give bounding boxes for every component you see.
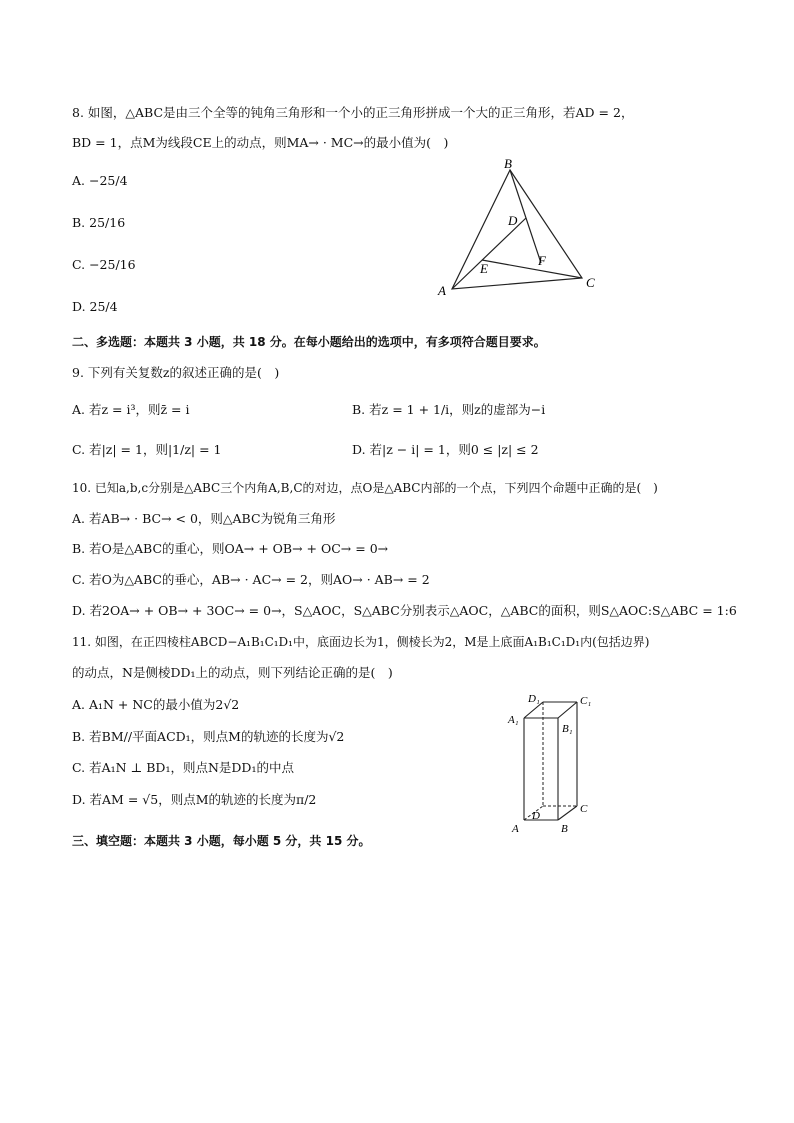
q10-stem: 10. 已知a,b,c分别是△ABC三个内角A,B,C的对边，点O是△ABC内部的一个点，下列四个命题中正确的是( ) — [72, 481, 658, 495]
q11-option-b: B. 若BM//平面ACD₁，则点M的轨迹的长度为√2 — [72, 729, 345, 744]
q11-option-a: A. A₁N + NC的最小值为2√2 — [72, 697, 240, 712]
q10-option-c: C. 若O为△ABC的垂心，AB→ · AC→ = 2，则AO→ · AB→ = 2 — [72, 572, 430, 587]
q11-stem-line2: 的动点，N是侧棱DD₁上的动点，则下列结论正确的是( ) — [72, 665, 393, 680]
label-C1: C₁ — [580, 695, 592, 707]
label-D1: D₁ — [528, 693, 540, 705]
q8-stem-line1: 8. 如图，△ABC是由三个全等的钝角三角形和一个小的正三角形拼成一个大的正三角形，若AD = 2， — [72, 105, 634, 120]
q11-option-d: D. 若AM = √5，则点M的轨迹的长度为π/2 — [72, 792, 317, 807]
q8-option-a: A. −25/4 — [72, 173, 128, 188]
label-A: A — [438, 283, 446, 298]
label-F: F — [538, 253, 546, 268]
label-D: D — [532, 810, 540, 822]
segment-CE — [482, 260, 582, 278]
label-B1: B₁ — [562, 723, 573, 735]
q8-option-b: B. 25/16 — [72, 215, 126, 230]
q10-option-b: B. 若O是△ABC的重心，则OA→ + OB→ + OC→ = 0→ — [72, 541, 389, 556]
label-A1: A₁ — [508, 714, 519, 726]
q8-option-d: D. 25/4 — [72, 299, 118, 314]
q9-option-d: D. 若|z − i| = 1，则0 ≤ |z| ≤ 2 — [352, 442, 539, 457]
q10-option-d: D. 若2OA→ + OB→ + 3OC→ = 0→，S△AOC，S△ABC分别表示△AOC，△ABC的面积，则S△AOC:S△ABC = 1:6 — [72, 603, 737, 618]
label-E: E — [480, 261, 488, 276]
label-C: C — [580, 803, 588, 815]
segment-AD — [452, 218, 526, 289]
label-D: D — [508, 213, 518, 228]
q11-option-c: C. 若A₁N ⊥ BD₁，则点N是DD₁的中点 — [72, 760, 294, 775]
q10-option-a: A. 若AB→ · BC→ < 0，则△ABC为锐角三角形 — [72, 511, 336, 526]
q9-option-b: B. 若z = 1 + 1/i，则z的虚部为−i — [352, 402, 546, 417]
label-C: C — [586, 275, 595, 290]
q8-stem-line2: BD = 1，点M为线段CE上的动点，则MA→ · MC→的最小值为( ) — [72, 135, 449, 150]
q9-option-c: C. 若|z| = 1，则|1/z| = 1 — [72, 442, 222, 457]
label-B: B — [561, 823, 568, 835]
label-A: A — [512, 823, 519, 835]
section-2-heading: 二、多选题：本题共 3 小题，共 18 分。在每小题给出的选项中，有多项符合题目要求。 — [72, 335, 546, 349]
section-3-heading: 三、填空题：本题共 3 小题，每小题 5 分，共 15 分。 — [72, 834, 371, 848]
q11-prism-figure — [500, 688, 610, 838]
label-B: B — [504, 156, 512, 171]
q9-option-a: A. 若z = i³，则z̄ = i — [72, 402, 190, 417]
outer-triangle — [452, 170, 582, 289]
q9-stem: 9. 下列有关复数z的叙述正确的是( ) — [72, 365, 280, 380]
q11-stem-line1: 11. 如图，在正四棱柱ABCD−A₁B₁C₁D₁中，底面边长为1，侧棱长为2，M是上底面A₁B₁C₁D₁内(包括边界) — [72, 635, 650, 649]
q8-triangle-figure — [430, 152, 610, 302]
q8-option-c: C. −25/16 — [72, 257, 136, 272]
